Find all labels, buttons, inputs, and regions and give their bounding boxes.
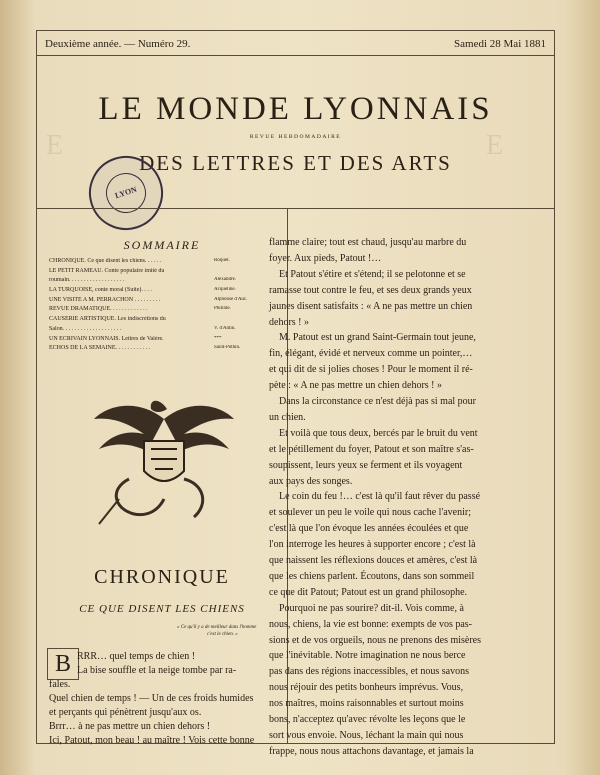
sommaire-item — [49, 287, 277, 297]
epigraph-line-1: « Ce qu'il y a de meilleur dans l'homme — [177, 625, 257, 630]
sommaire-item — [49, 326, 277, 336]
chronique-title: CHRONIQUE — [94, 566, 230, 588]
right-text-line: Dans la circonstance ce n'est déjà pas si mal pour — [279, 396, 477, 407]
sommaire-item — [49, 345, 277, 355]
heraldic-griffin-emblem-icon — [89, 379, 239, 529]
stamp-center-text: LYON — [101, 168, 151, 218]
sommaire-item — [49, 316, 277, 326]
right-text-line: et le pétillement du foyer, Patout et son maître s'as- — [269, 443, 474, 455]
issue-number: Deuxième année. — Numéro 29. — [45, 38, 191, 50]
left-text-line: RRR… quel temps de chien ! — [77, 651, 196, 662]
right-text-line: et soulever un peu le voile qui nous cache l'avenir; — [269, 507, 472, 519]
right-text-line: frappe, nous nous attachons davantage, et jamais la — [269, 745, 474, 757]
right-text-line: pas dans des régions inaccessibles, et nous savons — [269, 666, 469, 678]
sommaire-item-title: LA TURQUOISE, conte moral (Suite). . . . — [49, 287, 152, 294]
right-text-line: Et Patout s'étire et s'étend; il se pelotonne et se — [279, 268, 466, 280]
right-text-line: sions et de vos orgueils, nous ne prenons des misères — [269, 634, 482, 646]
issue-header — [37, 31, 554, 56]
right-text-line: fin, élégant, évidé et nerveux comme un pointer,… — [269, 348, 473, 360]
right-text-line: que naissent les réflexions douces et amères, c'est là — [269, 555, 478, 566]
ghost-letter-left: E — [46, 130, 66, 161]
sommaire-item-title: UN ÉCRIVAIN LYONNAIS. Lettres de Valère. — [49, 335, 164, 342]
left-text-line: Ici, Patout, mon beau ! au maître ! Vois cette bonne — [49, 735, 255, 746]
sommaire-item — [49, 297, 277, 307]
ghost-letter-right: E — [486, 130, 504, 161]
sommaire-item-title: LE PETIT RAMEAU. Conte populaire imité du — [49, 267, 165, 274]
right-text-line: nos maîtres, moins raisonnables et surtout moins — [269, 698, 464, 710]
sommaire-list — [49, 258, 277, 355]
left-text-line: et perçants qui pénètrent jusqu'aux os. — [49, 707, 202, 718]
right-text-line: Le coin du feu !… c'est là qu'il faut rêver du passé — [279, 491, 481, 503]
right-text-line: que l'inévitable. Notre imagination ne nous berce — [269, 650, 466, 662]
sommaire-item-author: *** — [214, 335, 222, 341]
right-text-line: Pourquoi ne pas sourire? dit-il. Vois comme, à — [279, 602, 464, 614]
sommaire-item-author: Saint-Pothin. — [214, 345, 241, 351]
sommaire-item-author: V. d'Antin. — [214, 325, 236, 331]
sommaire-item-title: ÉCHOS DE LA SEMAINE. . . . . . . . . . . . — [49, 345, 151, 352]
content-top-rule — [37, 208, 554, 209]
sommaire-item-author: Alphonse d'Auc. — [214, 296, 248, 302]
right-text-line: Et voilà que tous deux, bercés par le bruit du vent — [279, 427, 478, 439]
right-text-line: un chien. — [269, 411, 306, 423]
sommaire-item-author: Philinte. — [214, 306, 231, 312]
right-text-line: ramasse tout contre le feu, et ses deux grands yeux — [269, 284, 472, 296]
sommaire-item-title: CAUSERIE ARTISTIQUE. Les indiscrétions du — [49, 316, 166, 323]
sommaire-item-title: Salon. . . . . . . . . . . . . . . . . . . . — [49, 325, 122, 332]
right-text-line: aux pays des songes. — [269, 475, 353, 487]
right-text-line: que les chiens parlent. Écoutons, dans son sommeil — [269, 570, 475, 582]
right-text-line: flamme claire; tout est chaud, jusqu'au marbre du — [269, 237, 467, 248]
sommaire-title: SOMMAIRE — [123, 238, 201, 252]
sommaire-item-title: roumain. . . . . . . . . . . . . . . . . . . — [49, 277, 125, 284]
sommaire-item — [49, 258, 277, 268]
right-text-line: c'est là que l'on évoque les années écoulées et que — [269, 523, 469, 535]
right-text-line: l'on interroge les heures à supporter encore ; c'est là — [269, 539, 476, 551]
issue-date: Samedi 28 Mai 1881 — [454, 38, 546, 50]
left-text-line: Quel chien de temps ! — Un de ces froids humides — [49, 693, 254, 704]
sommaire-item-title: CHRONIQUE. Ce que disent les chiens. . . . . . — [49, 258, 162, 264]
right-text-line: foyer. Aux pieds, Patout !… — [269, 252, 382, 264]
left-text-line: fales. — [49, 679, 71, 690]
masthead-title: LE MONDE LYONNAIS — [98, 91, 493, 127]
right-text-line: M. Patout est un grand Saint-Germain tout jeune, — [279, 332, 476, 344]
sommaire-item — [49, 306, 277, 316]
left-text-line: Brrr… à ne pas mettre un chien dehors ! — [49, 721, 211, 732]
masthead-subtitle: DES LETTRES ET DES ARTS — [139, 151, 452, 175]
right-text-line: soupissent, leurs yeux se ferment et ils voyagent — [269, 459, 463, 471]
sommaire-item-author: Roquet. — [214, 258, 230, 263]
right-text-line: bons, n'acceptez qu'avec révolte les leçons que le — [269, 714, 466, 725]
sommaire-item — [49, 277, 277, 287]
sommaire-item-author: Acqueline. — [214, 287, 236, 293]
page-frame — [36, 30, 555, 757]
left-text-line: La bise souffle et la neige tombe par ra- — [77, 665, 237, 676]
sommaire-item — [49, 268, 277, 278]
right-text-line: jaunes disent satisfaits : « A ne pas mettre un chien — [269, 300, 473, 312]
right-text-line: sort vous envoie. Nous, léchant la main qui nous — [269, 729, 464, 741]
masthead-revue: REVUE HEBDOMADAIRE — [249, 134, 342, 140]
epigraph-line-2: c'est le chien. » — [207, 632, 238, 637]
right-text-line: et qui dit de si jolies choses ! Pour le moment il ré- — [269, 364, 473, 376]
sommaire-item-title: REVUE DRAMATIQUE. . . . . . . . . . . . . — [49, 306, 148, 313]
right-text-line: pète : « A ne pas mettre un chien dehors ! » — [269, 380, 443, 392]
right-text-line: dehors ! » — [269, 316, 309, 328]
right-text-line: nous, chiens, la vie est bonne: exempts de vos pas- — [269, 618, 473, 630]
right-text-line: ce que dit Patout; Patout est un grand philosophe. — [269, 586, 468, 598]
chronique-subtitle: CE QUE DISENT LES CHIENS — [79, 603, 245, 615]
sommaire-item-title: UNE VISITE A M. PERRACHON . . . . . . . . . — [49, 296, 161, 303]
sommaire-item — [49, 336, 277, 346]
drop-cap: B — [47, 648, 79, 680]
right-text-line: nous réjouir des petits bonheurs imprévus. Vous, — [269, 682, 464, 694]
sommaire-item-author: Alexandre. — [214, 277, 237, 283]
